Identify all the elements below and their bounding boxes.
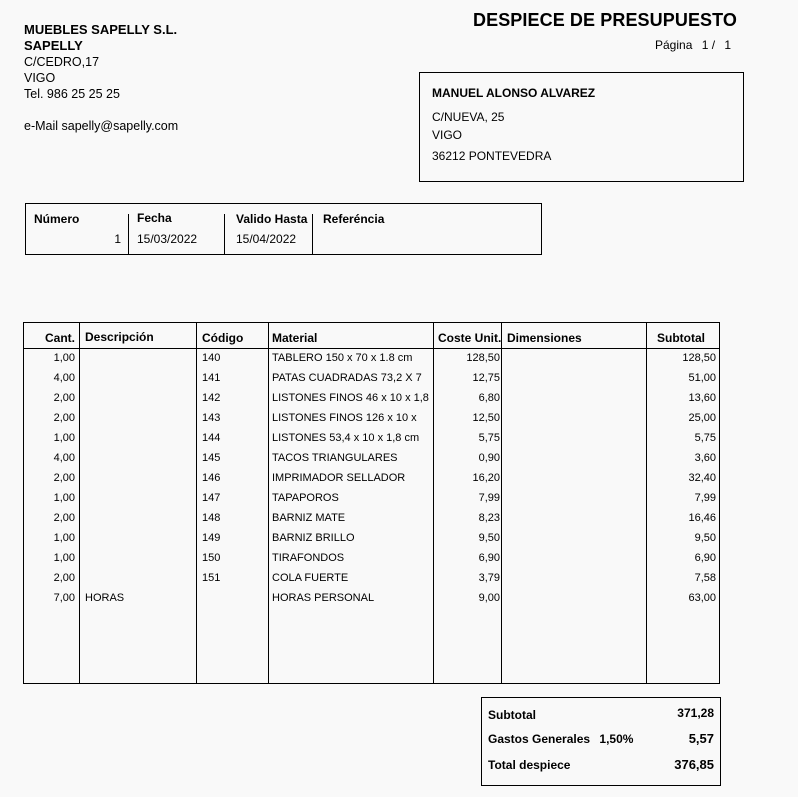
client-box (419, 72, 744, 182)
cell-cant: 1,00 (53, 492, 75, 504)
cell-cant: 2,00 (53, 572, 75, 584)
cell-cant: 1,00 (53, 552, 75, 564)
cell-coste: 6,90 (478, 552, 500, 564)
cell-subtotal: 3,60 (694, 452, 716, 464)
table-row (24, 352, 719, 372)
cell-codigo: 148 (202, 512, 221, 524)
cell-subtotal: 128,50 (682, 352, 716, 364)
table-row (24, 472, 719, 492)
cell-codigo: 142 (202, 392, 221, 404)
cell-codigo: 143 (202, 412, 221, 424)
cell-material: TIRAFONDOS (272, 552, 345, 564)
cell-codigo: 140 (202, 352, 221, 364)
client-address: C/NUEVA, 25 (432, 110, 505, 124)
cell-material: HORAS PERSONAL (272, 592, 375, 604)
cell-cant: 2,00 (53, 392, 75, 404)
valido-label: Valido Hasta (236, 212, 308, 226)
company-phone: Tel. 986 25 25 25 (24, 87, 120, 101)
cell-material: LISTONES FINOS 46 x 10 x 1,8 (272, 392, 429, 404)
company-info (24, 22, 178, 134)
cell-coste: 7,99 (478, 492, 500, 504)
quote-meta-box (25, 203, 542, 255)
header-codigo: Código (202, 331, 244, 345)
header-coste: Coste Unit. (438, 331, 502, 345)
totals-box (481, 697, 721, 786)
cell-subtotal: 63,00 (688, 592, 716, 604)
cell-subtotal: 16,46 (688, 512, 716, 524)
company-name: MUEBLES SAPELLY S.L. (24, 22, 178, 37)
cell-coste: 16,20 (472, 472, 500, 484)
total-value: 376,85 (674, 757, 714, 772)
table-row (24, 492, 719, 512)
cell-cant: 4,00 (53, 452, 75, 464)
client-postal: 36212 PONTEVEDRA (432, 149, 552, 163)
cell-cant: 7,00 (53, 592, 75, 604)
subtotal-label: Subtotal (488, 708, 536, 722)
table-row (24, 532, 719, 552)
cell-subtotal: 13,60 (688, 392, 716, 404)
cell-subtotal: 25,00 (688, 412, 716, 424)
referencia-label: Referéncia (323, 212, 385, 226)
cell-coste: 0,90 (478, 452, 500, 464)
header-descripcion: Descripción (85, 330, 154, 344)
cell-subtotal: 51,00 (688, 372, 716, 384)
subtotal-value: 371,28 (677, 706, 714, 720)
cell-material: BARNIZ BRILLO (272, 532, 355, 544)
page-indicator (655, 38, 731, 52)
fecha-label: Fecha (137, 211, 172, 225)
cell-coste: 8,23 (478, 512, 500, 524)
cell-subtotal: 5,75 (694, 432, 716, 444)
cell-cant: 4,00 (53, 372, 75, 384)
page-total: 1 (724, 38, 732, 52)
cell-material: LISTONES FINOS 126 x 10 x (272, 412, 417, 424)
cell-material: LISTONES 53,4 x 10 x 1,8 cm (272, 432, 420, 444)
cell-subtotal: 7,58 (694, 572, 716, 584)
cell-material: PATAS CUADRADAS 73,2 X 7 (272, 372, 422, 384)
table-row (24, 432, 719, 452)
numero-value: 1 (114, 232, 121, 246)
table-row (24, 512, 719, 532)
header-cant: Cant. (45, 331, 75, 345)
table-row (24, 592, 719, 612)
cell-subtotal: 6,90 (694, 552, 716, 564)
cell-codigo: 150 (202, 552, 221, 564)
cell-cant: 1,00 (53, 352, 75, 364)
cell-subtotal: 7,99 (694, 492, 716, 504)
company-short-name: SAPELLY (24, 38, 83, 53)
cell-material: TAPAPOROS (272, 492, 339, 504)
document-title: DESPIECE DE PRESUPUESTO (473, 10, 738, 30)
table-row (24, 452, 719, 472)
table-row (24, 412, 719, 432)
page-label: Página (655, 38, 693, 52)
cell-material: TACOS TRIANGULARES (272, 452, 398, 464)
company-email: e-Mail sapelly@sapelly.com (24, 119, 179, 133)
client-city: VIGO (432, 128, 463, 142)
client-name: MANUEL ALONSO ALVAREZ (432, 86, 596, 100)
cell-codigo: 141 (202, 372, 221, 384)
table-row (24, 552, 719, 572)
table-row (24, 372, 719, 392)
cell-cant: 2,00 (53, 412, 75, 424)
cell-material: COLA FUERTE (272, 572, 349, 584)
header-dimensiones: Dimensiones (507, 331, 582, 345)
table-row (24, 392, 719, 412)
cell-cant: 1,00 (53, 532, 75, 544)
cell-cant: 1,00 (53, 432, 75, 444)
cell-codigo: 145 (202, 452, 221, 464)
cell-codigo: 149 (202, 532, 221, 544)
cell-material: TABLERO 150 x 70 x 1.8 cm (272, 352, 413, 364)
cell-codigo: 147 (202, 492, 221, 504)
cell-coste: 9,50 (478, 532, 500, 544)
cell-coste: 5,75 (478, 432, 500, 444)
gastos-pct: 1,50% (599, 732, 634, 746)
total-label: Total despiece (488, 758, 571, 772)
cell-descripcion: HORAS (85, 592, 125, 604)
company-address: C/CEDRO,17 (24, 55, 100, 69)
cell-codigo: 146 (202, 472, 221, 484)
cell-coste: 9,00 (478, 592, 500, 604)
cell-codigo: 151 (202, 572, 221, 584)
header-material: Material (272, 331, 318, 345)
cell-material: BARNIZ MATE (272, 512, 346, 524)
items-table (23, 322, 720, 684)
cell-coste: 128,50 (466, 352, 500, 364)
fecha-value: 15/03/2022 (137, 232, 198, 246)
numero-label: Número (34, 212, 80, 226)
company-city: VIGO (24, 71, 56, 85)
cell-material: IMPRIMADOR SELLADOR (272, 472, 406, 484)
cell-coste: 3,79 (478, 572, 500, 584)
gastos-label-text: Gastos Generales (488, 732, 591, 746)
gastos-label (488, 732, 633, 746)
cell-coste: 12,75 (472, 372, 500, 384)
valido-value: 15/04/2022 (236, 232, 297, 246)
cell-coste: 6,80 (478, 392, 500, 404)
cell-subtotal: 32,40 (688, 472, 716, 484)
page-current: 1 / (701, 38, 716, 52)
cell-coste: 12,50 (472, 412, 500, 424)
cell-cant: 2,00 (53, 472, 75, 484)
cell-subtotal: 9,50 (694, 532, 716, 544)
gastos-value: 5,57 (688, 731, 714, 746)
cell-codigo: 144 (202, 432, 221, 444)
cell-cant: 2,00 (53, 512, 75, 524)
table-row (24, 572, 719, 592)
header-subtotal: Subtotal (657, 331, 705, 345)
